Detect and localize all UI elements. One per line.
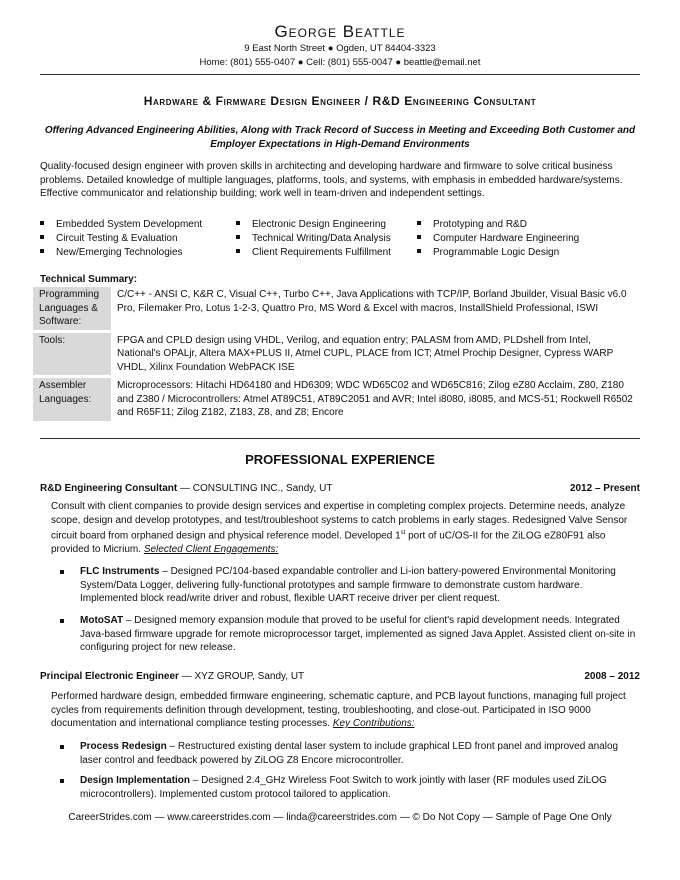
bullet-square-icon <box>40 221 44 225</box>
bullet-square-icon <box>417 249 421 253</box>
job-dates: 2008 – 2012 <box>584 671 640 682</box>
job-company: — CONSULTING INC., Sandy, UT <box>177 483 333 494</box>
technical-summary-label: Technical Summary: <box>40 274 138 285</box>
professional-headline: Hardware & Firmware Design Engineer / R&D Engineering Consultant <box>143 94 537 108</box>
achievement-item: Process Redesign – Restructured existing dental laser system to include graphical LED front panel and improved analog laser control and feedback powered by ZiLOG Z8 Encore microcontroller. <box>60 740 640 768</box>
job-header-2 <box>40 671 640 682</box>
tagline: Offering Advanced Engineering Abilities, Along with Track Record of Success in Meeting and Exceeding Both Customer and Employer Expectations in High-Demand Environments <box>44 125 636 150</box>
key-contributions-label: Key Contributions: <box>332 718 415 729</box>
tech-row-value: C/C++ - ANSI C, K&R C, Visual C++, Turbo C++, Java Applications with TCP/IP, Borland Jbuilder, Visual Basic v6.0 Pro, Filemaker Pro, Lotus 1-2-3, Quattro Pro, MS Word & Excel with macros, InstallShield Professional, ISWI <box>117 289 627 314</box>
skill-item: Prototyping and R&D <box>417 218 579 232</box>
skill-item: Electronic Design Engineering <box>236 218 391 232</box>
contact-address: 9 East North Street ● Ogden, UT 84404-3323 <box>244 43 436 54</box>
selected-engagements-label: Selected Client Engagements: <box>143 543 279 555</box>
bullet-square-icon <box>40 249 44 253</box>
experience-heading: PROFESSIONAL EXPERIENCE <box>245 452 435 467</box>
achievement-item: MotoSAT – Designed memory expansion module that proved to be useful for client's rapid development needs. Integrated Java-based firmware upgrade for remote microprocessor target, implemented as signed Java Applet. Assisted client on-site in configuring project for new release. <box>60 614 640 654</box>
bullet-square-icon <box>60 570 64 574</box>
achievement-title: Design Implementation <box>80 775 191 786</box>
achievement-title: Process Redesign <box>80 741 167 752</box>
bullet-square-icon <box>236 235 240 239</box>
candidate-name: George Beattle <box>274 22 406 41</box>
section-divider <box>40 438 640 439</box>
contact-phones-email: Home: (801) 555-0407 ● Cell: (801) 555-0047 ● beattle@email.net <box>199 57 481 68</box>
page-footer: CareerStrides.com — www.careerstrides.com — linda@careerstrides.com — © Do Not Copy — Sample of Page One Only <box>68 812 612 823</box>
achievement-item: Design Implementation – Designed 2.4_GHz Wireless Foot Switch to work jointly with laser (RF modules used ZiLOG microcontrollers). Implemented custom protocol tailored to application. <box>60 774 640 802</box>
bullet-square-icon <box>236 221 240 225</box>
achievement-title: FLC Instruments <box>80 566 160 577</box>
job-title: Principal Electronic Engineer <box>40 671 179 682</box>
skills-column-2 <box>236 218 391 260</box>
bullet-square-icon <box>60 619 64 623</box>
skills-column-1 <box>40 218 202 260</box>
bullet-square-icon <box>60 779 64 783</box>
tech-row-key: Assembler Languages: <box>33 378 111 421</box>
job-header-1 <box>40 483 640 494</box>
tech-row-key: Tools: <box>33 333 111 376</box>
tech-row-tools <box>33 333 640 376</box>
job-company: — XYZ GROUP, Sandy, UT <box>178 671 305 682</box>
skill-item: New/Emerging Technologies <box>40 246 202 260</box>
job-description-2: Performed hardware design, embedded firmware engineering, schematic capture, and PCB layout functions, managing full project cycles from requirements definition through development, testing, troubleshooting, and close-out. Participated in ISO 9000 documentation and international compliance testing processes. Key Contributions: <box>51 691 626 729</box>
achievement-title: MotoSAT <box>80 615 124 626</box>
summary-paragraph: Quality-focused design engineer with proven skills in architecting and developing hardware and firmware to solve critical business problems. Detailed knowledge of multiple languages, platforms, tools, and systems, with emphasis in embedded hardware/systems. Effective communicator and relationship building; work well in team-driven and independent settings. <box>40 161 623 199</box>
job-dates: 2012 – Present <box>569 483 640 494</box>
skill-item: Circuit Testing & Evaluation <box>40 232 202 246</box>
tech-row-value: Microprocessors: Hitachi HD64180 and HD6309; WDC WD65C02 and WD65C816; Zilog eZ80 Acclaim, Z80, Z180 and Z380 / Microcontrollers: Atmel AT89C51, AT89C2051 and AVR; Intel i8080, i8085, and MCS-51; Rockwell R6502 and R65F11; Zilog Z182, Z183, Z8, and Z8; Encore <box>117 380 633 418</box>
tech-row-value: FPGA and CPLD design using VHDL, Verilog, and equation entry; PALASM from AMD, PLDshell from Intel, National's OPALjr, Altera MAX+PLUS II, Atmel CUPL, PLACE from ICT; Atmel Prochip Designer, Cypress WARP VHDL, Xilinx Foundation WebPACK ISE <box>117 334 614 373</box>
skill-item: Client Requirements Fulfillment <box>236 246 391 260</box>
skills-column-3 <box>417 218 579 260</box>
skill-item: Programmable Logic Design <box>417 246 579 260</box>
tech-row-key: Programming Languages & Software: <box>33 287 111 330</box>
achievement-item: FLC Instruments – Designed PC/104-based expandable controller and Li-ion battery-powered Environmental Monitoring System/Data Logger, delivering fully-functional prototypes and sample firmware to demonstrate custom hardware. Implemented block read/write driver and robust, flexible UART receive driver per client request. <box>60 565 640 605</box>
bullet-square-icon <box>417 221 421 225</box>
skill-item: Computer Hardware Engineering <box>417 232 579 246</box>
bullet-square-icon <box>417 235 421 239</box>
skill-item: Technical Writing/Data Analysis <box>236 232 391 246</box>
tech-row-assembler <box>33 378 640 421</box>
job-description-1: Consult with client companies to provide design services and expertise in completing complex projects. Determine needs, analyze scope, design and develop prototypes, and test/troubleshoot systems to catch problems in early stages. Redesigned Valve Sensor circuit board from orphaned design and physical reference model. Developed 1st port of uC/OS-II for the ZiLOG eZ80F91 also provided to Micrium. Selected Client Engagements: <box>51 501 628 555</box>
job-title: R&D Engineering Consultant <box>40 483 178 494</box>
skill-item: Embedded System Development <box>40 218 202 232</box>
header-divider <box>40 74 640 75</box>
bullet-square-icon <box>236 249 240 253</box>
tech-row-programming <box>33 287 640 330</box>
technical-summary-table <box>33 287 640 421</box>
bullet-square-icon <box>40 235 44 239</box>
bullet-square-icon <box>60 745 64 749</box>
